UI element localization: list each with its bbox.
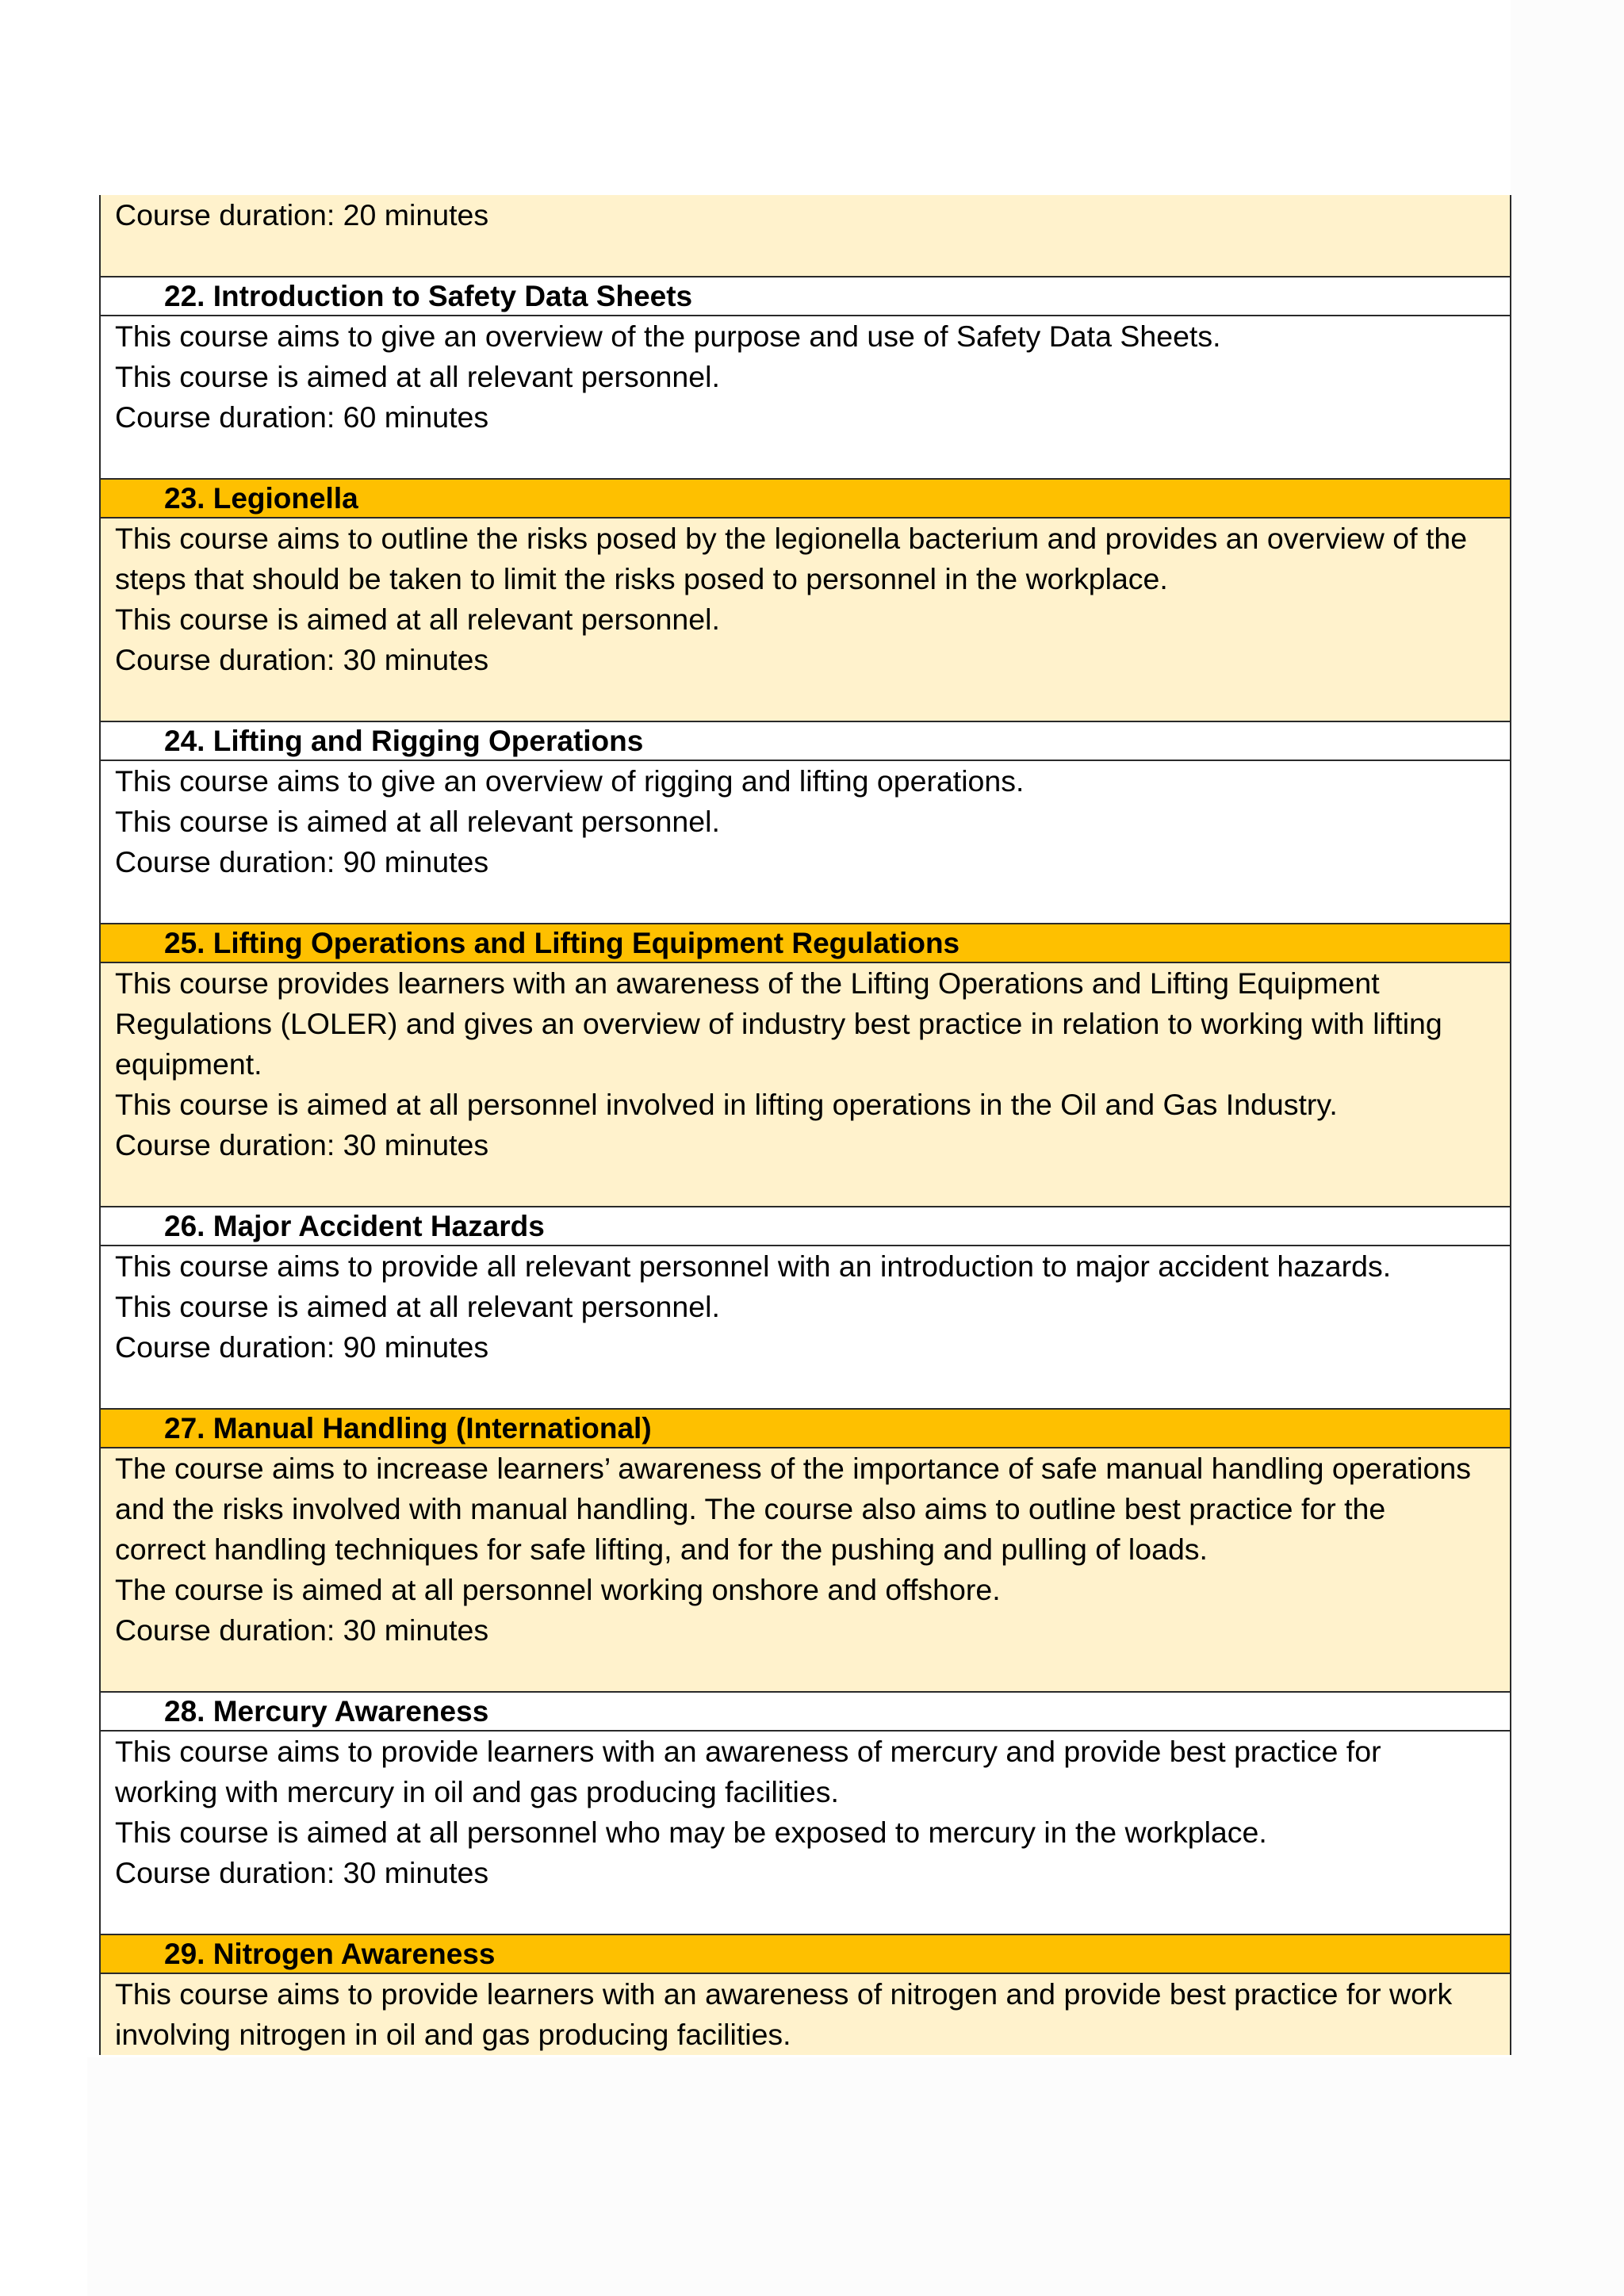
body-line: This course aims to give an overview of the purpose and use of Safety Data Sheets. — [115, 320, 1221, 353]
body-line: Regulations (LOLER) and gives an overview of industry best practice in relation to working with lifting — [115, 1007, 1442, 1040]
course-table — [99, 195, 1511, 2055]
body-line: This course is aimed at all relevant personnel. — [115, 603, 720, 636]
section-body-24 — [101, 761, 1510, 923]
body-line: Course duration: 30 minutes — [115, 1856, 489, 1889]
body-line: This course aims to provide learners with an awareness of nitrogen and provide best practice for work — [115, 1977, 1453, 2011]
body-line: This course is aimed at all personnel involved in lifting operations in the Oil and Gas Industry. — [115, 1088, 1338, 1121]
section-heading-29: 29. Nitrogen Awareness — [101, 1934, 1510, 1974]
section-heading-24: 24. Lifting and Rigging Operations — [101, 721, 1510, 761]
body-line: This course aims to provide all relevant personnel with an introduction to major accident hazards. — [115, 1249, 1392, 1283]
body-line: and the risks involved with manual handling. The course also aims to outline best practice for the — [115, 1492, 1386, 1525]
body-line: This course aims to give an overview of rigging and lifting operations. — [115, 764, 1025, 798]
body-line: Course duration: 90 minutes — [115, 845, 489, 878]
body-line: The course aims to increase learners’ awareness of the importance of safe manual handling operations — [115, 1452, 1471, 1485]
body-line: This course aims to provide learners with an awareness of mercury and provide best practice for — [115, 1735, 1381, 1768]
body-line: This course is aimed at all relevant personnel. — [115, 805, 720, 838]
body-line: This course is aimed at all relevant personnel. — [115, 360, 720, 393]
body-line: Course duration: 20 minutes — [115, 198, 489, 232]
section-heading-22: 22. Introduction to Safety Data Sheets — [101, 276, 1510, 316]
body-line: Course duration: 30 minutes — [115, 643, 489, 676]
section-body-23 — [101, 519, 1510, 721]
body-line: Course duration: 30 minutes — [115, 1128, 489, 1161]
body-line: Course duration: 90 minutes — [115, 1330, 489, 1364]
body-line: involving nitrogen in oil and gas producing facilities. — [115, 2018, 791, 2051]
section-heading-27: 27. Manual Handling (International) — [101, 1408, 1510, 1448]
section-body-28 — [101, 1732, 1510, 1934]
section-heading-28: 28. Mercury Awareness — [101, 1691, 1510, 1732]
section-body-29 — [101, 1974, 1510, 2055]
body-line: This course is aimed at all personnel who may be exposed to mercury in the workplace. — [115, 1816, 1267, 1849]
body-line: This course is aimed at all relevant personnel. — [115, 1290, 720, 1323]
section-heading-23: 23. Legionella — [101, 478, 1510, 519]
body-line: Course duration: 60 minutes — [115, 400, 489, 434]
section-heading-26: 26. Major Accident Hazards — [101, 1206, 1510, 1246]
section-body-22 — [101, 316, 1510, 478]
body-line: working with mercury in oil and gas producing facilities. — [115, 1775, 839, 1808]
body-line: equipment. — [115, 1047, 262, 1081]
section-body-26 — [101, 1246, 1510, 1408]
body-line: The course is aimed at all personnel working onshore and offshore. — [115, 1573, 1001, 1606]
section-body-27 — [101, 1448, 1510, 1691]
section-heading-25: 25. Lifting Operations and Lifting Equipment Regulations — [101, 923, 1510, 963]
body-line: This course aims to outline the risks posed by the legionella bacterium and provides an overview of the — [115, 522, 1468, 555]
page-margin-bottom — [87, 2057, 1624, 2296]
section-body-21-continuation — [101, 195, 1510, 276]
page-margin-right — [1511, 0, 1624, 2296]
section-body-25 — [101, 963, 1510, 1206]
body-line: correct handling techniques for safe lifting, and for the pushing and pulling of loads. — [115, 1533, 1208, 1566]
body-line: Course duration: 30 minutes — [115, 1613, 489, 1647]
body-line: steps that should be taken to limit the risks posed to personnel in the workplace. — [115, 562, 1168, 595]
body-line: This course provides learners with an awareness of the Lifting Operations and Lifting Equipment — [115, 966, 1380, 1000]
